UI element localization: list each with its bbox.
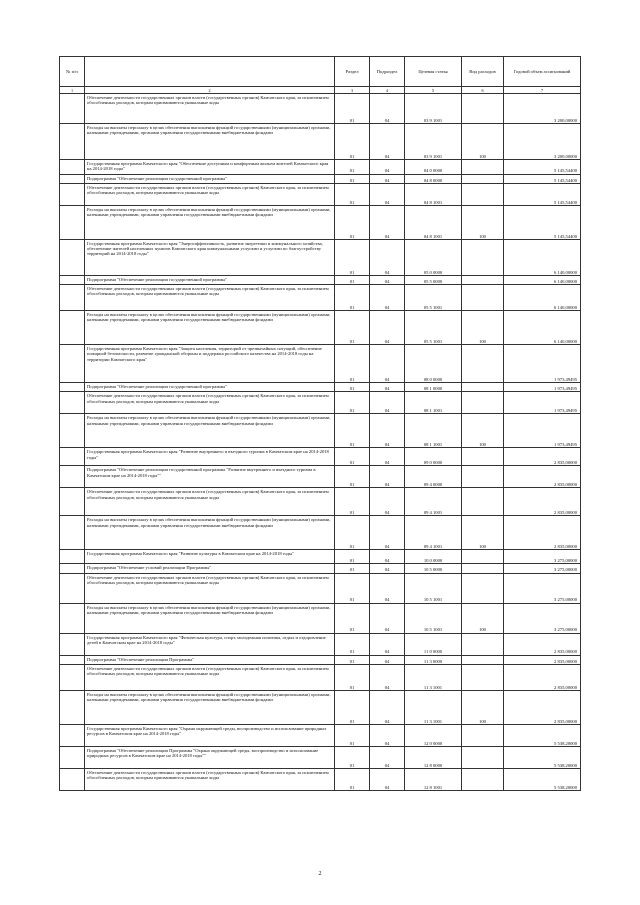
num-cell <box>60 345 85 383</box>
col-header-expense: Вид расходов <box>462 57 504 87</box>
section-cell: 01 <box>335 183 370 205</box>
table-row <box>60 275 581 284</box>
subsection-cell: 04 <box>370 160 405 175</box>
amount-cell: 6 140,00000 <box>504 311 581 345</box>
target-cell: 09 4 0000 <box>405 466 462 488</box>
name-cell: Государственная программа Камчатского края "Развитие культуры в Камчатском крае на 2014-2018 годы" <box>85 550 335 564</box>
target-cell: 03 9 1001 <box>405 124 462 160</box>
subsection-cell: 04 <box>370 655 405 664</box>
expense-cell <box>462 747 504 769</box>
num-cell <box>60 285 85 311</box>
name-cell: Расходы на выплаты персоналу в целях обеспечения выполнения функций государственными (муниципальными) органами, казенными учреждениями, органами управления государственными внебюджетными фондами <box>85 124 335 160</box>
section-cell: 01 <box>335 665 370 691</box>
num-cell <box>60 655 85 664</box>
subsection-cell: 04 <box>370 725 405 747</box>
name-cell: Государственная программа Камчатского края "Охрана окружающей среды, воспроизводство и использование природных ресурсов в Камчатском крае на 2014-2018 годы" <box>85 725 335 747</box>
num-cell <box>60 603 85 633</box>
name-cell: Государственная программа Камчатского края "Физическая культура, спорт, молодежная политика, отдых и оздоровление детей в Камчатском крае на 2014-2018 годы" <box>85 633 335 655</box>
expense-cell <box>462 573 504 603</box>
name-cell: Обеспечение деятельности государственных органов власти (государственных органов) Камчатского края, за исключением обособленных расходов, которым присваиваются уникальные коды <box>85 285 335 311</box>
expense-cell <box>462 466 504 488</box>
target-cell: 03 9 1001 <box>405 94 462 124</box>
target-cell: 10 5 0000 <box>405 564 462 573</box>
num-cell <box>60 550 85 564</box>
num-cell <box>60 414 85 448</box>
section-cell: 01 <box>335 466 370 488</box>
target-cell: 08 0 0000 <box>405 345 462 383</box>
num-cell <box>60 665 85 691</box>
table-row <box>60 550 581 564</box>
subsection-cell: 04 <box>370 383 405 392</box>
column-number-row <box>60 87 581 94</box>
budget-table <box>59 56 581 791</box>
subsection-cell: 04 <box>370 573 405 603</box>
expense-cell <box>462 285 504 311</box>
amount-cell: 2 835,00000 <box>504 665 581 691</box>
amount-cell: 6 140,00000 <box>504 285 581 311</box>
num-cell <box>60 124 85 160</box>
amount-cell: 3 275,00000 <box>504 564 581 573</box>
section-cell: 01 <box>335 94 370 124</box>
expense-cell <box>462 655 504 664</box>
expense-cell: 100 <box>462 414 504 448</box>
subsection-cell: 04 <box>370 769 405 791</box>
table-row <box>60 603 581 633</box>
subsection-cell: 04 <box>370 94 405 124</box>
table-body <box>60 94 581 791</box>
section-cell: 01 <box>335 174 370 183</box>
amount-cell: 2 835,00000 <box>504 466 581 488</box>
expense-cell <box>462 239 504 275</box>
subsection-cell: 04 <box>370 564 405 573</box>
table-header-row <box>60 57 581 87</box>
num-cell <box>60 311 85 345</box>
amount-cell: 2 835,00000 <box>504 448 581 466</box>
subsection-cell: 04 <box>370 466 405 488</box>
name-cell: Расходы на выплаты персоналу в целях обеспечения выполнения функций государственными (муниципальными) органами, казенными учреждениями, органами управления государственными внебюджетными фондами <box>85 205 335 239</box>
table-row <box>60 564 581 573</box>
amount-cell: 3 275,00000 <box>504 573 581 603</box>
name-cell: Обеспечение деятельности государственных органов власти (государственных органов) Камчатского края, за исключением обособленных расходов, которым присваиваются уникальные коды <box>85 94 335 124</box>
col-number: 2 <box>85 87 335 94</box>
expense-cell <box>462 665 504 691</box>
name-cell: Обеспечение деятельности государственных органов власти (государственных органов) Камчатского края, за исключением обособленных расходов, которым присваиваются уникальные коды <box>85 665 335 691</box>
section-cell: 01 <box>335 603 370 633</box>
expense-cell <box>462 564 504 573</box>
amount-cell: 1 973,49495 <box>504 392 581 414</box>
section-cell: 01 <box>335 205 370 239</box>
subsection-cell: 04 <box>370 603 405 633</box>
num-cell <box>60 239 85 275</box>
subsection-cell: 04 <box>370 516 405 550</box>
section-cell: 01 <box>335 691 370 725</box>
subsection-cell: 04 <box>370 691 405 725</box>
col-header-name <box>85 57 335 87</box>
section-cell: 01 <box>335 414 370 448</box>
expense-cell <box>462 392 504 414</box>
section-cell: 01 <box>335 516 370 550</box>
target-cell: 04 0 0000 <box>405 160 462 175</box>
expense-cell <box>462 769 504 791</box>
name-cell: Подпрограмма "Обеспечение условий реализации Программы" <box>85 564 335 573</box>
name-cell: Обеспечение деятельности государственных органов власти (государственных органов) Камчатского края, за исключением обособленных расходов, которым присваиваются уникальные коды <box>85 769 335 791</box>
col-number: 4 <box>370 87 405 94</box>
section-cell: 01 <box>335 725 370 747</box>
name-cell: Подпрограмма "Обеспечение реализации Программы "Охрана окружающей среды, воспроизводство и использование природных ресурсов в Камчатском крае на 2014-2018 годы"" <box>85 747 335 769</box>
section-cell: 01 <box>335 392 370 414</box>
table-row <box>60 239 581 275</box>
target-cell: 08 1 1001 <box>405 392 462 414</box>
subsection-cell: 04 <box>370 414 405 448</box>
section-cell: 01 <box>335 345 370 383</box>
expense-cell: 100 <box>462 205 504 239</box>
target-cell: 09 4 1001 <box>405 488 462 516</box>
amount-cell: 3 200,00000 <box>504 94 581 124</box>
table-row <box>60 516 581 550</box>
num-cell <box>60 564 85 573</box>
num-cell <box>60 573 85 603</box>
table-row <box>60 691 581 725</box>
col-number: 5 <box>405 87 462 94</box>
table-row <box>60 655 581 664</box>
target-cell: 11 3 0000 <box>405 655 462 664</box>
amount-cell: 1 973,49495 <box>504 414 581 448</box>
name-cell: Подпрограмма "Обеспечение реализации государственной программы" <box>85 383 335 392</box>
amount-cell: 2 835,00000 <box>504 488 581 516</box>
table-row <box>60 769 581 791</box>
table-row <box>60 747 581 769</box>
subsection-cell: 04 <box>370 239 405 275</box>
section-cell: 01 <box>335 160 370 175</box>
expense-cell <box>462 94 504 124</box>
expense-cell <box>462 275 504 284</box>
section-cell: 01 <box>335 448 370 466</box>
target-cell: 04 8 1001 <box>405 205 462 239</box>
col-header-target: Целевая статья <box>405 57 462 87</box>
section-cell: 01 <box>335 285 370 311</box>
name-cell: Подпрограмма "Обеспечение реализации государственной программы" <box>85 275 335 284</box>
subsection-cell: 04 <box>370 392 405 414</box>
col-header-subsection: Подраздел <box>370 57 405 87</box>
amount-cell: 5 538,20000 <box>504 769 581 791</box>
amount-cell: 2 835,00000 <box>504 691 581 725</box>
expense-cell <box>462 345 504 383</box>
amount-cell: 5 145,54400 <box>504 183 581 205</box>
target-cell: 12 8 0000 <box>405 747 462 769</box>
num-cell <box>60 516 85 550</box>
table-row <box>60 665 581 691</box>
table-row <box>60 573 581 603</box>
expense-cell <box>462 633 504 655</box>
num-cell <box>60 275 85 284</box>
num-cell <box>60 392 85 414</box>
num-cell <box>60 448 85 466</box>
name-cell: Подпрограмма "Обеспечение реализации государственной программы "Развитие внутреннего и въездного туризма в Камчатском крае на 2014-2018 годы"" <box>85 466 335 488</box>
table-row <box>60 183 581 205</box>
subsection-cell: 04 <box>370 488 405 516</box>
table-row <box>60 488 581 516</box>
target-cell: 10 0 0000 <box>405 550 462 564</box>
target-cell: 05 0 0000 <box>405 239 462 275</box>
expense-cell: 100 <box>462 124 504 160</box>
subsection-cell: 04 <box>370 275 405 284</box>
table-row <box>60 285 581 311</box>
name-cell: Государственная программа Камчатского края "Обеспечение доступным и комфортным жильем жителей Камчатского края на 2014-2018 годы" <box>85 160 335 175</box>
amount-cell: 2 835,00000 <box>504 516 581 550</box>
table-row <box>60 414 581 448</box>
target-cell: 10 5 1001 <box>405 573 462 603</box>
subsection-cell: 04 <box>370 345 405 383</box>
expense-cell: 100 <box>462 603 504 633</box>
target-cell: 09 4 1001 <box>405 516 462 550</box>
name-cell: Государственная программа Камчатского края "Защита населения, территорий от чрезвычайных ситуаций, обеспечение пожарной безопасности, развитие гражданской обороны и поддержка российского казачества на 2014-2018 годы на территории Камчатского края" <box>85 345 335 383</box>
target-cell: 12 8 1001 <box>405 769 462 791</box>
section-cell: 01 <box>335 488 370 516</box>
target-cell: 05 5 1001 <box>405 311 462 345</box>
section-cell: 01 <box>335 769 370 791</box>
table-row <box>60 124 581 160</box>
expense-cell <box>462 488 504 516</box>
amount-cell: 3 200,00000 <box>504 124 581 160</box>
col-number: 3 <box>335 87 370 94</box>
num-cell <box>60 205 85 239</box>
target-cell: 05 5 0000 <box>405 275 462 284</box>
col-number: 6 <box>462 87 504 94</box>
target-cell: 12 0 0000 <box>405 725 462 747</box>
target-cell: 08 1 1001 <box>405 414 462 448</box>
amount-cell: 3 275,00000 <box>504 603 581 633</box>
subsection-cell: 04 <box>370 311 405 345</box>
expense-cell: 100 <box>462 311 504 345</box>
amount-cell: 3 275,00000 <box>504 550 581 564</box>
col-number: 7 <box>504 87 581 94</box>
expense-cell <box>462 725 504 747</box>
expense-cell <box>462 383 504 392</box>
num-cell <box>60 769 85 791</box>
section-cell: 01 <box>335 239 370 275</box>
section-cell: 01 <box>335 550 370 564</box>
name-cell: Обеспечение деятельности государственных органов власти (государственных органов) Камчатского края, за исключением обособленных расходов, которым присваиваются уникальные коды <box>85 488 335 516</box>
section-cell: 01 <box>335 275 370 284</box>
section-cell: 01 <box>335 564 370 573</box>
section-cell: 01 <box>335 655 370 664</box>
table-row <box>60 205 581 239</box>
expense-cell <box>462 160 504 175</box>
col-header-volume: Годовой объем ассигнований <box>504 57 581 87</box>
target-cell: 04 8 1001 <box>405 183 462 205</box>
target-cell: 11 3 1001 <box>405 665 462 691</box>
subsection-cell: 04 <box>370 550 405 564</box>
subsection-cell: 04 <box>370 448 405 466</box>
name-cell: Обеспечение деятельности государственных органов власти (государственных органов) Камчатского края, за исключением обособленных расходов, которым присваиваются уникальные коды <box>85 392 335 414</box>
num-cell <box>60 383 85 392</box>
target-cell: 08 1 0000 <box>405 383 462 392</box>
name-cell: Расходы на выплаты персоналу в целях обеспечения выполнения функций государственными (муниципальными) органами, казенными учреждениями, органами управления государственными внебюджетными фондами <box>85 516 335 550</box>
section-cell: 01 <box>335 311 370 345</box>
amount-cell: 5 538,20000 <box>504 725 581 747</box>
num-cell <box>60 488 85 516</box>
name-cell: Расходы на выплаты персоналу в целях обеспечения выполнения функций государственными (муниципальными) органами, казенными учреждениями, органами управления государственными внебюджетными фондами <box>85 414 335 448</box>
table-row <box>60 311 581 345</box>
section-cell: 01 <box>335 633 370 655</box>
subsection-cell: 04 <box>370 633 405 655</box>
amount-cell: 2 835,00000 <box>504 633 581 655</box>
table-row <box>60 448 581 466</box>
table-row <box>60 725 581 747</box>
num-cell <box>60 633 85 655</box>
page-number: 2 <box>318 871 322 877</box>
subsection-cell: 04 <box>370 665 405 691</box>
num-cell <box>60 174 85 183</box>
expense-cell <box>462 448 504 466</box>
num-cell <box>60 183 85 205</box>
amount-cell: 2 835,00000 <box>504 655 581 664</box>
section-cell: 01 <box>335 383 370 392</box>
amount-cell: 1 973,49495 <box>504 345 581 383</box>
name-cell: Расходы на выплаты персоналу в целях обеспечения выполнения функций государственными (муниципальными) органами, казенными учреждениями, органами управления государственными внебюджетными фондами <box>85 311 335 345</box>
name-cell: Государственная программа Камчатского края "Развитие внутреннего и въездного туризма в Камчатском крае на 2014-2018 годы" <box>85 448 335 466</box>
table-row <box>60 392 581 414</box>
name-cell: Подпрограмма "Обеспечение реализации Программы" <box>85 655 335 664</box>
name-cell: Расходы на выплаты персоналу в целях обеспечения выполнения функций государственными (муниципальными) органами, казенными учреждениями, органами управления государственными внебюджетными фондами <box>85 603 335 633</box>
target-cell: 11 3 1001 <box>405 691 462 725</box>
subsection-cell: 04 <box>370 183 405 205</box>
section-cell: 01 <box>335 747 370 769</box>
table-row <box>60 633 581 655</box>
amount-cell: 5 145,54400 <box>504 205 581 239</box>
num-cell <box>60 747 85 769</box>
subsection-cell: 04 <box>370 124 405 160</box>
target-cell: 04 8 0000 <box>405 174 462 183</box>
amount-cell: 5 145,54400 <box>504 160 581 175</box>
table-row <box>60 345 581 383</box>
subsection-cell: 04 <box>370 285 405 311</box>
amount-cell: 1 973,49495 <box>504 383 581 392</box>
expense-cell <box>462 174 504 183</box>
col-header-section: Раздел <box>335 57 370 87</box>
subsection-cell: 04 <box>370 174 405 183</box>
amount-cell: 5 145,54400 <box>504 174 581 183</box>
amount-cell: 6 140,00000 <box>504 239 581 275</box>
num-cell <box>60 160 85 175</box>
col-number: 1 <box>60 87 85 94</box>
col-header-num: № п/п <box>60 57 85 87</box>
subsection-cell: 04 <box>370 747 405 769</box>
section-cell: 01 <box>335 573 370 603</box>
num-cell <box>60 691 85 725</box>
name-cell: Подпрограмма "Обеспечение реализации государственной программы" <box>85 174 335 183</box>
target-cell: 11 0 0000 <box>405 633 462 655</box>
target-cell: 05 5 1001 <box>405 285 462 311</box>
table-row <box>60 174 581 183</box>
num-cell <box>60 94 85 124</box>
section-cell: 01 <box>335 124 370 160</box>
num-cell <box>60 466 85 488</box>
target-cell: 09 0 0000 <box>405 448 462 466</box>
expense-cell <box>462 183 504 205</box>
expense-cell <box>462 550 504 564</box>
subsection-cell: 04 <box>370 205 405 239</box>
target-cell: 10 5 1001 <box>405 603 462 633</box>
name-cell: Расходы на выплаты персоналу в целях обеспечения выполнения функций государственными (муниципальными) органами, казенными учреждениями, органами управления государственными внебюджетными фондами <box>85 691 335 725</box>
amount-cell: 6 140,00000 <box>504 275 581 284</box>
name-cell: Обеспечение деятельности государственных органов власти (государственных органов) Камчатского края, за исключением обособленных расходов, которым присваиваются уникальные коды <box>85 183 335 205</box>
table-row <box>60 466 581 488</box>
name-cell: Обеспечение деятельности государственных органов власти (государственных органов) Камчатского края, за исключением обособленных расходов, которым присваиваются уникальные коды <box>85 573 335 603</box>
table-row <box>60 383 581 392</box>
name-cell: Государственная программа Камчатского края "Энергоэффективность, развитие энергетики и коммунального хозяйства, обеспечение жителей населенных пунктов Камчатского края коммунальными услугами и услугами по благоустройству территорий на 2014-2018 годы" <box>85 239 335 275</box>
expense-cell: 100 <box>462 691 504 725</box>
expense-cell: 100 <box>462 516 504 550</box>
num-cell <box>60 725 85 747</box>
table-row <box>60 94 581 124</box>
amount-cell: 5 538,20000 <box>504 747 581 769</box>
table-row <box>60 160 581 175</box>
